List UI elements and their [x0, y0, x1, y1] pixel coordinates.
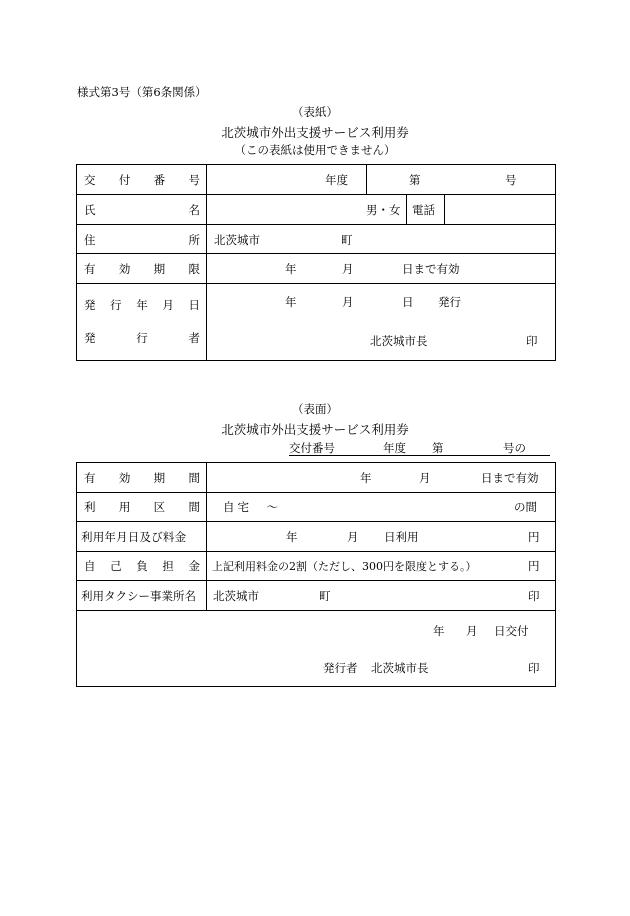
cover-phone-label: 電話: [412, 203, 435, 217]
front-title: 北茨城市外出支援サービス利用券: [221, 422, 409, 437]
cover-issue-year: 年: [285, 295, 297, 309]
cover-year-unit: 年度: [325, 173, 348, 187]
front-number-label: 交付番号: [289, 441, 335, 455]
cover-address-city: 北茨城市: [214, 233, 260, 247]
front-number-dai: 第: [432, 441, 444, 455]
cover-validity-month: 月: [342, 262, 354, 276]
cover-issue-month: 月: [342, 295, 354, 309]
front-issue-delivered: 日交付: [494, 624, 529, 638]
cover-seal: 印: [526, 334, 538, 348]
cover-address-town: 町: [341, 233, 353, 247]
front-taxi-seal: 印: [528, 589, 540, 603]
front-label-route: 利 用 区 間: [84, 500, 200, 514]
cover-validity-until: 日まで有効: [402, 262, 460, 276]
front-usage-used: 日利用: [384, 530, 419, 544]
form-number-label: 様式第3号（第6条関係）: [77, 85, 207, 99]
front-number-go: 号の: [503, 441, 526, 455]
front-table: [76, 462, 556, 687]
front-issuer-mayor: 北茨城市長: [371, 661, 429, 675]
front-usage-yen: 円: [528, 530, 540, 544]
front-validity-year: 年: [360, 471, 372, 485]
front-route-from: 自宅 〜: [223, 500, 281, 514]
front-taxi-town: 町: [319, 589, 331, 603]
front-table-divider: [206, 462, 207, 610]
front-issue-year: 年: [433, 624, 445, 638]
cover-label-issue-date: 発 行 年 月 日: [84, 298, 200, 312]
cover-label-name: 氏 名: [84, 203, 200, 217]
front-usage-year: 年: [286, 530, 298, 544]
cover-label-validity: 有 効 期 限: [84, 262, 200, 276]
cover-validity-year: 年: [285, 262, 297, 276]
front-route-between: の間: [514, 500, 537, 514]
cover-go: 号: [505, 173, 517, 187]
front-issuer-label: 発行者: [323, 661, 358, 675]
cover-title: 北茨城市外出支援サービス利用券: [221, 125, 409, 140]
front-taxi-city: 北茨城市: [213, 589, 259, 603]
cover-dai: 第: [409, 173, 421, 187]
front-validity-until: 日まで有効: [481, 471, 539, 485]
cover-issue-day: 日: [402, 295, 414, 309]
cover-heading: （表紙）: [292, 105, 338, 119]
front-number-year-unit: 年度: [383, 441, 406, 455]
front-issuer-seal: 印: [528, 661, 540, 675]
cover-label-number: 交 付 番 号: [84, 173, 200, 187]
cover-gender: 男・女: [366, 203, 401, 217]
cover-issued: 発行: [438, 295, 461, 309]
front-label-validity: 有 効 期 間: [84, 471, 200, 485]
front-number-underline: [289, 455, 550, 456]
front-label-taxi: 利用タクシー事業所名: [81, 589, 196, 603]
cover-label-address: 住 所: [84, 233, 200, 247]
front-label-usage: 利用年月日及び料金: [81, 530, 187, 544]
cover-note: （この表紙は使用できません）: [234, 143, 396, 157]
cover-mayor: 北茨城市長: [370, 334, 428, 348]
front-label-self-pay: 自 己 負 担 金: [84, 559, 200, 573]
front-issue-month: 月: [466, 624, 478, 638]
front-heading: （表面）: [292, 402, 338, 416]
cover-label-issuer: 発 行 者: [84, 331, 200, 345]
front-self-pay-yen: 円: [528, 559, 540, 573]
front-validity-month: 月: [419, 471, 431, 485]
front-usage-month: 月: [347, 530, 359, 544]
front-self-pay-text: 上記利用料金の2割（ただし、300円を限度とする。）: [212, 560, 477, 573]
